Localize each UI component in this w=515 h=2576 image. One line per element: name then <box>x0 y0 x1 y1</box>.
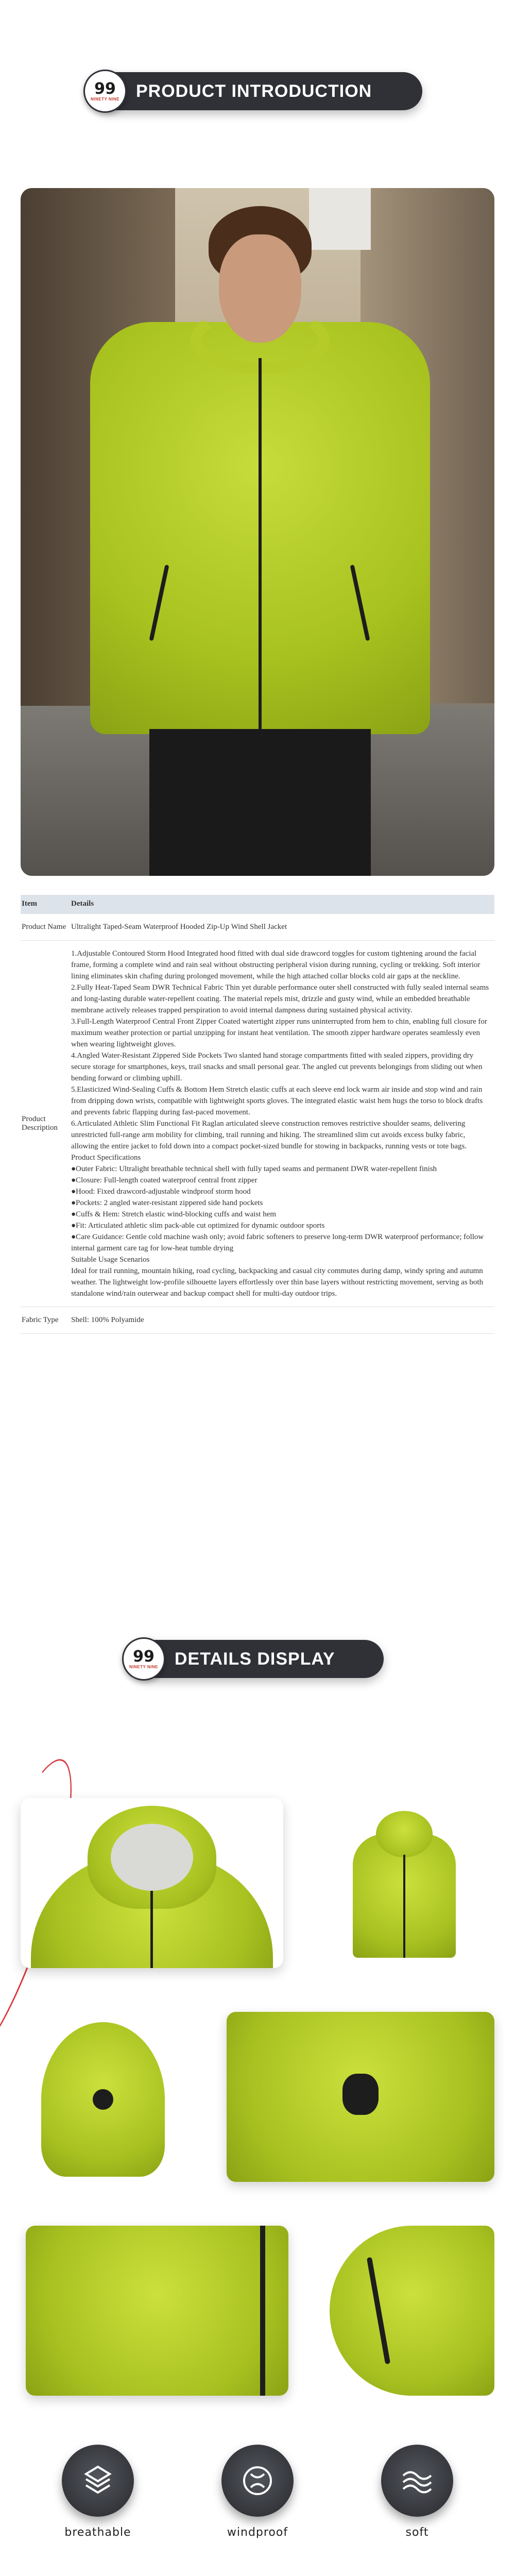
model-face <box>219 234 301 343</box>
description-paragraph: ●Care Guidance: Gentle cold machine wash only; avoid fabric softeners to preserve long-term DWR waterproof performance; follow internal garment care tag for low-heat tumble drying <box>71 1232 484 1252</box>
spec-key: Product Name <box>21 913 70 940</box>
brand-logo-number: 99 <box>94 79 116 98</box>
feature-soft <box>366 2445 469 2539</box>
description-paragraph: Product Specifications <box>71 1153 141 1162</box>
spec-key: Product Description <box>21 940 70 1307</box>
feature-label: windproof <box>227 2526 288 2539</box>
detail-zipper <box>403 1855 405 1958</box>
table-row <box>21 1307 494 1333</box>
windproof-icon <box>221 2445 294 2517</box>
detail-hood-lining <box>111 1824 193 1891</box>
jacket-zipper <box>259 358 262 729</box>
brand-logo <box>83 70 127 113</box>
description-paragraph: ●Cuffs & Hem: Stretch elastic wind-blocking cuffs and waist hem <box>71 1210 277 1218</box>
description-paragraph: 6.Articulated Athletic Slim Functional Fit Raglan articulated sleeve construction removes restrictive shoulder seams, delivering unrestricted full-range arm mobility for climbing, trail running and hiking. The streamlined slim cut avoids excess bulky fabric, allowing the entire jacket to fold down into a compact pocket-sized bundle for stowing in backpacks, running vests or tote bags. <box>71 1119 467 1150</box>
description-paragraph: Ideal for trail running, mountain hiking, road cycling, backpacking and casual city commutes during damp, windy spring and autumn weather. The lightweight low-profile silhouette layers effortlessly over thin base layers without restricting movement, serving as both standalone wind/rain outerwear and backup compact shell for multi-day outdoor trips. <box>71 1266 484 1298</box>
spec-value <box>70 940 494 1307</box>
spec-value: Ultralight Taped-Seam Waterproof Hooded Zip-Up Wind Shell Jacket <box>70 913 494 940</box>
description-paragraph: 5.Elasticized Wind-Sealing Cuffs & Bottom Hem Stretch elastic cuffs at each sleeve end lock warm air inside and stop wind and rain from dripping down wrists, compatible with lightweight sports gloves. The integrated elastic waist hem hugs the torso to block drafts and prevents fabric flapping during fast-paced movement. <box>71 1085 483 1116</box>
detail-fabric <box>26 2226 288 2396</box>
soft-icon <box>381 2445 453 2517</box>
spec-key: Fabric Type <box>21 1307 70 1333</box>
section-title-pill <box>131 1640 384 1678</box>
brand-logo-number: 99 <box>133 1647 154 1666</box>
section-title-pill <box>90 72 422 110</box>
spec-value: Shell: 100% Polyamide <box>70 1307 494 1333</box>
description-paragraph: 2.Fully Heat-Taped Seam DWR Technical Fabric Thin yet durable performance outer shell constructed with fully sealed internal seams and long-lasting durable water-repellent coating. The material repels mist, drizzle and gusty wind, while an embedded breathable membrane actively releases trapped perspiration to avoid internal dampness during sustained physical activity. <box>71 983 489 1014</box>
table-row <box>21 940 494 1307</box>
sky <box>309 188 371 250</box>
spec-table-header <box>21 895 494 913</box>
description-paragraph: ●Hood: Fixed drawcord-adjustable windproof storm hood <box>71 1187 251 1196</box>
section-title: DETAILS DISPLAY <box>175 1649 335 1669</box>
detail-zipper <box>150 1891 153 1968</box>
detail-image-pocket-closeup <box>330 2226 494 2396</box>
detail-image-logo-closeup <box>227 2012 494 2182</box>
spec-header-item: Item <box>21 895 70 913</box>
breathable-icon <box>62 2445 134 2517</box>
feature-label: soft <box>405 2526 429 2539</box>
section-title: PRODUCT INTRODUCTION <box>136 81 372 101</box>
detail-image-hood-back <box>21 2012 185 2182</box>
feature-label: breathable <box>64 2526 131 2539</box>
model-pants <box>149 729 371 876</box>
brand-logo-text: NINETY NINE <box>90 96 120 101</box>
brand-logo-text: NINETY NINE <box>129 1664 159 1669</box>
spec-table <box>21 895 494 1334</box>
feature-breathable <box>46 2445 149 2539</box>
description-paragraph: ●Outer Fabric: Ultralight breathable technical shell with fully taped seams and permanent DWR water-repellent finish <box>71 1164 437 1173</box>
description-paragraph: ●Fit: Articulated athletic slim pack-able cut optimized for dynamic outdoor sports <box>71 1221 325 1230</box>
brand-logo <box>122 1637 165 1681</box>
table-row <box>21 913 494 940</box>
description-paragraph: ●Closure: Full-length coated waterproof central front zipper <box>71 1176 258 1184</box>
detail-image-zipper-closeup <box>26 2226 288 2396</box>
detail-image-hood-front <box>21 1798 283 1968</box>
spec-header-details: Details <box>70 895 494 913</box>
detail-logo-patch <box>342 2074 379 2115</box>
detail-zipper <box>260 2226 265 2396</box>
description-paragraph: 4.Angled Water-Resistant Zippered Side Pockets Two slanted hand storage compartments fitted with sealed zippers, providing dry secure storage for smartphones, keys, trail snacks and small personal gear. The angled cut prevents belongings from sliding out when bending forward or climbing uphill. <box>71 1051 483 1082</box>
detail-logo-patch <box>93 2089 113 2110</box>
hero-product-image <box>21 188 494 876</box>
detail-hood <box>376 1811 433 1857</box>
feature-windproof <box>206 2445 309 2539</box>
description-paragraph: ●Pockets: 2 angled water-resistant zippered side hand pockets <box>71 1198 263 1207</box>
detail-image-full-jacket <box>314 1798 494 1968</box>
detail-fabric <box>330 2226 494 2396</box>
description-paragraph: 1.Adjustable Contoured Storm Hood Integrated hood fitted with dual side drawcord toggles for custom tightening around the facial frame, forming a complete wind and rain seal without obstructing peripheral vision during running, cycling or trekking. Soft interior lining eliminates skin chafing during prolonged movement, while the high attached collar blocks cold air gaps at the neckline. <box>71 949 480 980</box>
description-paragraph: 3.Full-Length Waterproof Central Front Zipper Coated watertight zipper runs uninterrupted from hem to chin, enabling full closure for maximum weather protection or partial unzipping for instant heat ventilation. The smooth zipper hardware operates seamlessly even when wearing lightweight gloves. <box>71 1017 487 1048</box>
description-paragraph: Suitable Usage Scenarios <box>71 1255 150 1264</box>
